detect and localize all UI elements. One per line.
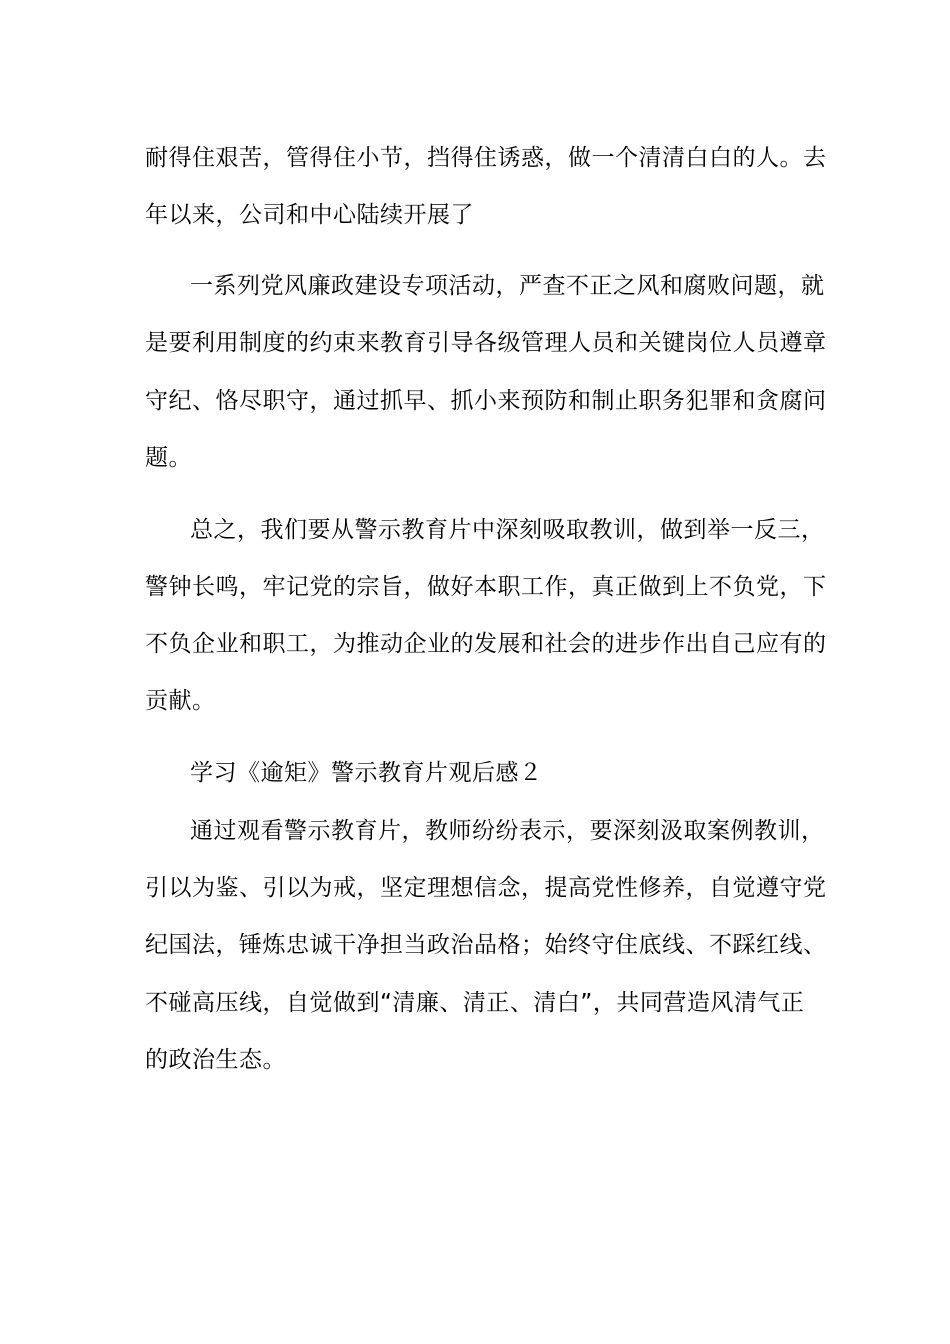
paragraph-4-line-3: 纪国法，锤炼忠诚干净担当政治品格；始终守住底线、不踩红线、 bbox=[145, 932, 827, 958]
paragraph-3-line-4: 贡献。 bbox=[145, 688, 216, 714]
paragraph-4-line-4: 不碰高压线，自觉做到“清廉、清正、清白”，共同营造风清气正 bbox=[145, 990, 805, 1016]
paragraph-2-line-4: 题。 bbox=[145, 445, 192, 471]
paragraph-2-line-1: 一系列党风廉政建设专项活动，严查不正之风和腐败问题，就 bbox=[190, 273, 825, 299]
paragraph-1-line-1: 耐得住艰苦，管得住小节，挡得住诱惑，做一个清清白白的人。去 bbox=[145, 145, 827, 171]
paragraph-4-line-1: 通过观看警示教育片，教师纷纷表示，要深刻汲取案例教训， bbox=[190, 818, 825, 844]
paragraph-3-line-1: 总之，我们要从警示教育片中深刻吸取教训，做到举一反三， bbox=[190, 517, 825, 543]
paragraph-1-line-2: 年以来，公司和中心陆续开展了 bbox=[145, 202, 474, 228]
paragraph-4-line-2: 引以为鉴、引以为戒，坚定理想信念，提高党性修养，自觉遵守党 bbox=[145, 875, 827, 901]
paragraph-3-line-3: 不负企业和职工，为推动企业的发展和社会的进步作出自己应有的 bbox=[145, 631, 827, 657]
paragraph-2-line-2: 是要利用制度的约束来教育引导各级管理人员和关键岗位人员遵章 bbox=[145, 330, 827, 356]
paragraph-3-line-2: 警钟长鸣，牢记党的宗旨，做好本职工作，真正做到上不负党，下 bbox=[145, 574, 827, 600]
section-heading: 学习《逾矩》警示教育片观后感２ bbox=[190, 760, 543, 786]
paragraph-4-line-5: 的政治生态。 bbox=[145, 1047, 286, 1073]
paragraph-2-line-3: 守纪、恪尽职守，通过抓早、抓小来预防和制止职务犯罪和贪腐问 bbox=[145, 388, 827, 414]
